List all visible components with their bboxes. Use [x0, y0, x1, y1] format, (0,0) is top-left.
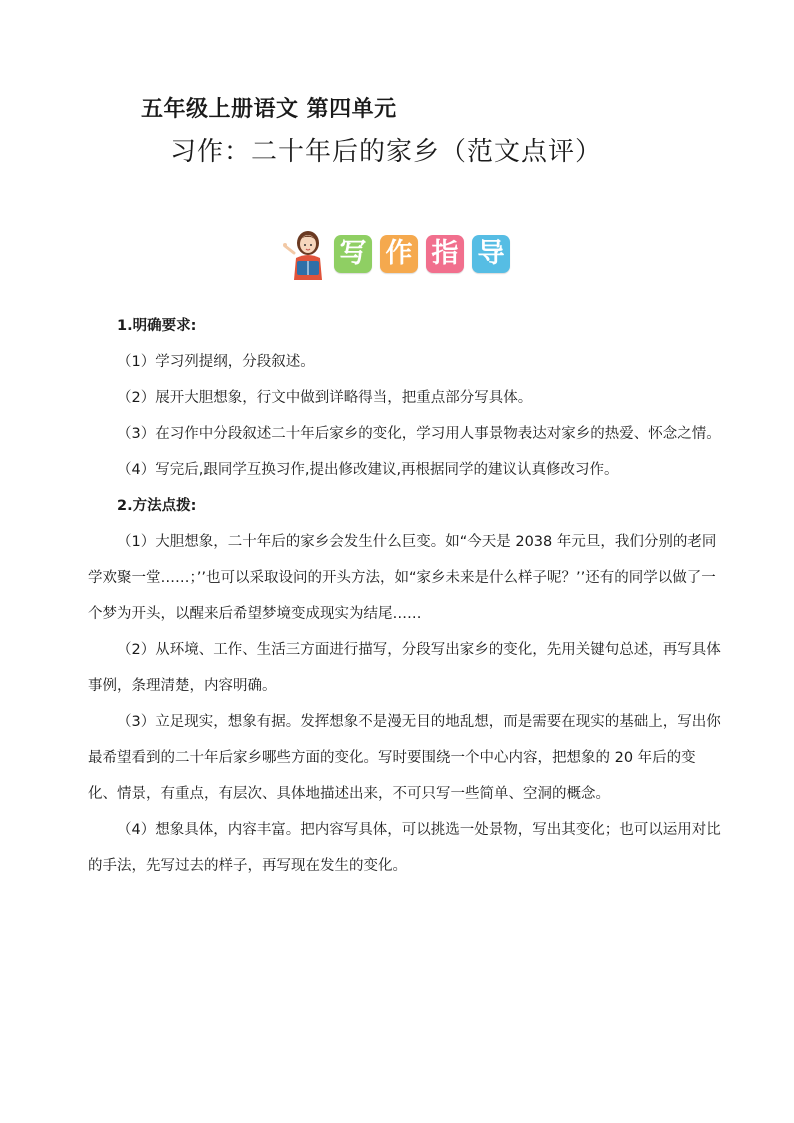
guide-tile-3: 指	[426, 235, 464, 273]
writing-guide-banner	[282, 226, 518, 282]
section2-heading: 2.方法点拨:	[117, 498, 197, 514]
document-title-line1: 五年级上册语文 第四单元	[141, 97, 397, 122]
section2-item-4: （4）想象具体，内容丰富。把内容写具体，可以挑选一处景物，写出其变化；也可以运用对比的手法，先写过去的样子，再写现在发生的变化。	[88, 822, 721, 874]
section1-item-2: （2）展开大胆想象，行文中做到详略得当，把重点部分写具体。	[117, 390, 533, 406]
guide-tile-4: 导	[472, 235, 510, 273]
section1-heading: 1.明确要求:	[117, 318, 197, 334]
section1-item-3: （3）在习作中分段叙述二十年后家乡的变化，学习用人事景物表达对家乡的热爱、怀念之情。	[117, 426, 721, 442]
section2-item-2: （2）从环境、工作、生活三方面进行描写，分段写出家乡的变化，先用关键句总述，再写具体事例，条理清楚，内容明确。	[88, 642, 721, 694]
section2-item-3: （3）立足现实，想象有据。发挥想象不是漫无目的地乱想，而是需要在现实的基础上，写出你最希望看到的二十年后家乡哪些方面的变化。写时要围绕一个中心内容，把想象的 20 年后的变化、情景，有重点，有层次、具体地描述出来，不可只写一些简单、空洞的概念。	[88, 714, 721, 802]
article-body	[88, 308, 724, 884]
section1-item-1: （1）学习列提纲，分段叙述。	[117, 354, 315, 370]
guide-tile-2: 作	[380, 235, 418, 273]
girl-reading-pointing-icon	[282, 226, 328, 282]
section2-item-1: （1）大胆想象，二十年后的家乡会发生什么巨变。如“今天是 2038 年元旦，我们分别的老同学欢聚一堂……；’’也可以采取设问的开头方法，如“家乡未来是什么样子呢？’’还有的同学以做了一个梦为开头，以醒来后希望梦境变成现实为结尾……	[88, 534, 717, 622]
section1-item-4: （4）写完后,跟同学互换习作,提出修改建议,再根据同学的建议认真修改习作。	[117, 462, 619, 478]
document-title-line2: 习作：二十年后的家乡（范文点评）	[170, 137, 603, 167]
guide-tile-1: 写	[334, 235, 372, 273]
